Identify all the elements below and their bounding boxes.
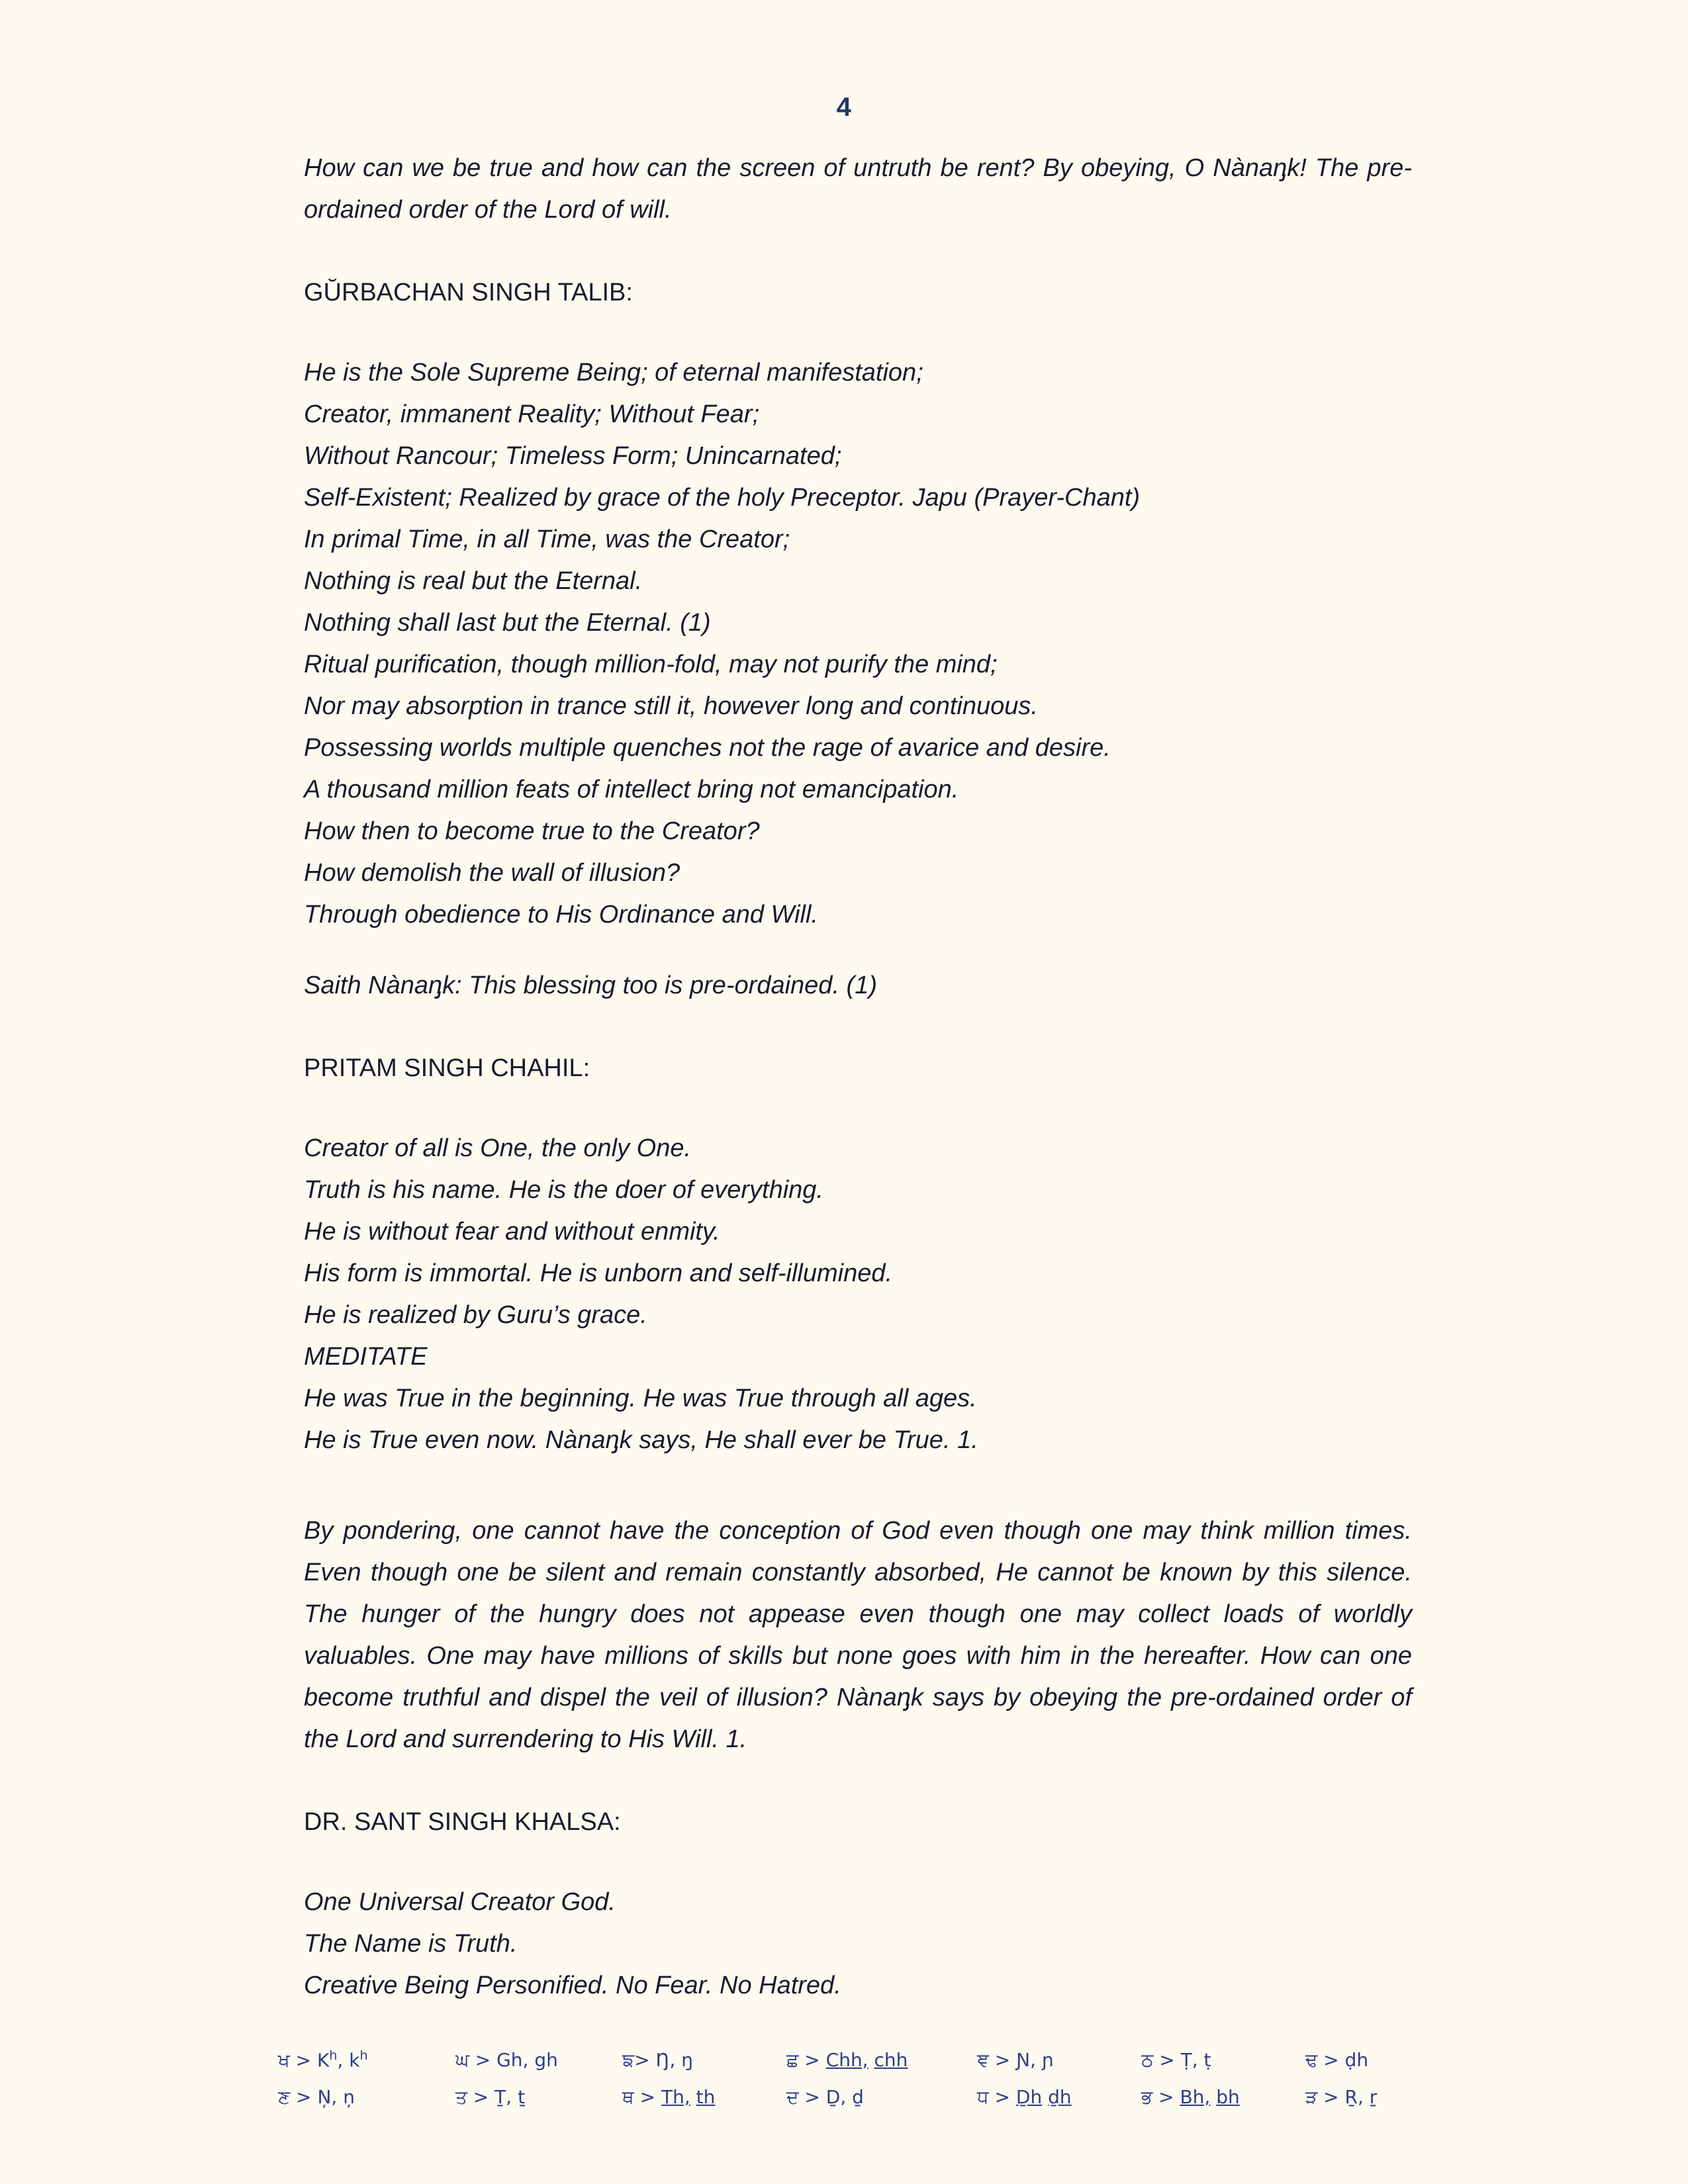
footnote-row-2 xyxy=(278,2086,1569,2109)
footnote-entry: ੜ > Ṟ, ṟ xyxy=(1305,2086,1378,2108)
verse-line: Possessing worlds multiple quenches not the rage of avarice and desire. xyxy=(304,734,1111,762)
verse-line: Nor may absorption in trance still it, however long and continuous. xyxy=(304,692,1038,720)
verse-line: He is the Sole Supreme Being; of eternal manifestation; xyxy=(304,359,923,387)
intro-paragraph: How can we be true and how can the screen of untruth be rent? By obeying, O Nànaᶇk! The pre-ordained order of the Lord of will. xyxy=(304,154,1412,224)
footnote-entry: ਘ > Gh, gh xyxy=(455,2049,558,2071)
verse-line: The Name is Truth. xyxy=(304,1930,518,1958)
verse-block-talib xyxy=(304,352,1412,936)
verse-line: He is realized by Guru’s grace. xyxy=(304,1301,647,1329)
footnote-entry: ਣ > Ņ, ņ xyxy=(278,2086,355,2108)
footnote-entry: ਠ > Ṭ, ṭ xyxy=(1141,2049,1211,2071)
verse-line: Through obedience to His Ordinance and Will. xyxy=(304,901,818,929)
verse-line: A thousand million feats of intellect bring not emancipation. xyxy=(304,776,959,803)
footnote-row-1 xyxy=(278,2048,1569,2071)
footnote-entry: ਤ > Ṯ, ṯ xyxy=(455,2086,526,2108)
footnote-entry: ਧ > Ḏh ḏh xyxy=(977,2086,1072,2108)
spacer xyxy=(304,936,1412,965)
footnote-entry: ਥ > Th, th xyxy=(622,2086,716,2108)
section-heading-talib: GŬRBACHAN SINGH TALIB: xyxy=(304,279,633,306)
verse-block-khalsa xyxy=(304,1882,1412,2007)
verse-line: He is True even now. Nànaᶇk says, He shall ever be True. 1. xyxy=(304,1426,978,1454)
verse-line: He is without fear and without enmity. xyxy=(304,1218,720,1246)
spacer xyxy=(304,1461,1412,1490)
verse-line: Truth is his name. He is the doer of everything. xyxy=(304,1176,823,1204)
page-number: 4 xyxy=(836,93,852,122)
section-heading-khalsa: DR. SANT SINGH KHALSA: xyxy=(304,1808,621,1836)
section-heading-chahil: PRITAM SINGH CHAHIL: xyxy=(304,1054,590,1082)
chahil-paragraph: By pondering, one cannot have the conception of God even though one may think million times. Even though one be silent and remain constantly absorbed, He cannot be known by this silence. The hunger of the hungry does not appease even though one may collect loads of worldly valuables. One may have millions of skills but none goes with him in the hereafter. How can one become truthful and dispel the veil of illusion? Nànaᶇk says by obeying the pre-ordained order of the Lord and surrendering to His Will. 1. xyxy=(304,1517,1412,1753)
footnote-entry: ਦ > Ḏ, ḏ xyxy=(786,2086,864,2108)
verse-line: MEDITATE xyxy=(304,1343,428,1371)
verse-line: He was True in the beginning. He was True through all ages. xyxy=(304,1385,977,1412)
footnote-entry: ਭ > Bh, bh xyxy=(1141,2086,1240,2108)
transliteration-footnote xyxy=(0,2048,1688,2123)
verse-line: Self-Existent; Realized by grace of the holy Preceptor. Japu (Prayer-Chant) xyxy=(304,484,1141,512)
verse-line: Creative Being Personified. No Fear. No Hatred. xyxy=(304,1972,841,1999)
verse-line: How then to become true to the Creator? xyxy=(304,817,760,845)
verse-line: Nothing shall last but the Eternal. (1) xyxy=(304,609,711,637)
verse-line: His form is immortal. He is unborn and self-illumined. xyxy=(304,1259,893,1287)
footnote-entry: ਞ > Ɲ, ɲ xyxy=(977,2049,1054,2071)
verse-line: One Universal Creator God. xyxy=(304,1888,616,1916)
verse-line: Ritual purification, though million-fold, may not purify the mind; xyxy=(304,651,998,678)
footnote-entry: ਙ> Ŋ, ŋ xyxy=(622,2049,694,2071)
verse-line: In primal Time, in all Time, was the Creator; xyxy=(304,525,790,553)
section-closing-talib: Saith Nànaᶇk: This blessing too is pre-ordained. (1) xyxy=(304,972,878,999)
verse-line: Creator, immanent Reality; Without Fear; xyxy=(304,400,760,428)
footnote-entry: ਛ > Chh, chh xyxy=(786,2049,908,2071)
verse-line: Creator of all is One, the only One. xyxy=(304,1134,692,1162)
verse-block-chahil xyxy=(304,1128,1412,1461)
verse-line: Nothing is real but the Eternal. xyxy=(304,567,643,595)
verse-line: Without Rancour; Timeless Form; Unincarnated; xyxy=(304,442,842,470)
document-body xyxy=(145,148,1543,2007)
verse-line: How demolish the wall of illusion? xyxy=(304,859,680,887)
footnote-entry: ਢ > ḍh xyxy=(1305,2049,1369,2071)
footnote-entry: ਖ > $K^h$, $k^h$ xyxy=(278,2048,368,2071)
